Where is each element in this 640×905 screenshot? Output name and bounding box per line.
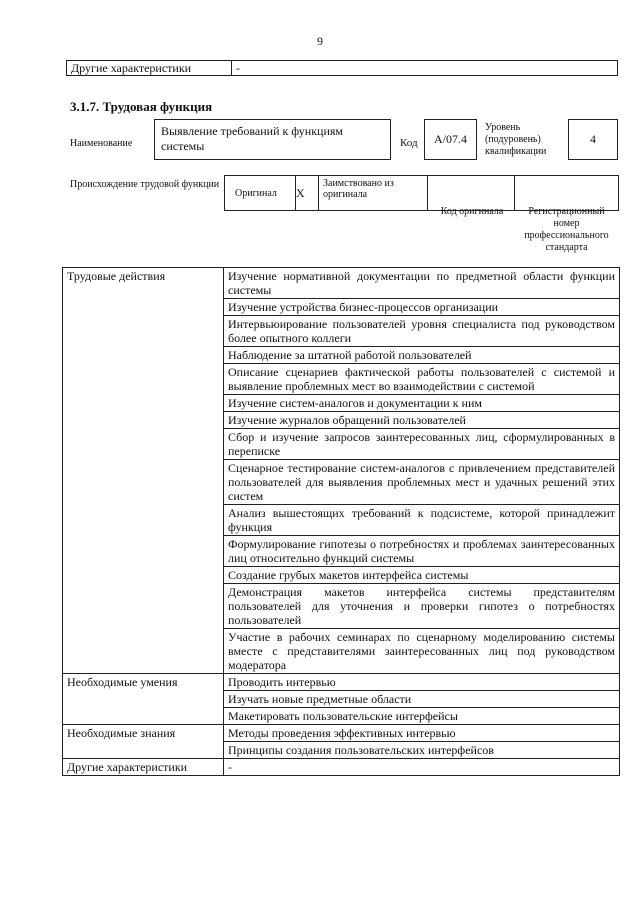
actions-item: Изучение систем-аналогов и документации к ним [224,395,620,412]
actions-item: Сценарное тестирование систем-аналогов с привлечением представителей пользователей для выявления проблемных мест и удачных решений этих систем [224,460,620,505]
code-original-label: Код оригинала [440,206,504,217]
actions-item: Изучение устройства бизнес-процессов организации [224,299,620,316]
skills-item: Проводить интервью [224,674,620,691]
table-row [63,725,620,742]
original-label: Оригинал [225,176,296,211]
actions-item: Описание сценариев фактической работы пользователей с системой и выявление проблемных мест во взаимодействии с системой [224,364,620,395]
skills-item: Макетировать пользовательские интерфейсы [224,708,620,725]
actions-item: Демонстрация макетов интерфейса системы представителям пользователей для уточнения и проверки гипотез о потребностях пользователей [224,584,620,629]
actions-item: Наблюдение за штатной работой пользователей [224,347,620,364]
page-number: 9 [317,34,323,48]
name-value-box: Выявление требований к функциям системы [154,119,391,160]
knowledge-item: Методы проведения эффективных интервью [224,725,620,742]
section-title: 3.1.7. Трудовая функция [70,99,213,114]
actions-item: Изучение нормативной документации по предметной области функции системы [224,268,620,299]
actions-item: Изучение журналов обращений пользователей [224,412,620,429]
name-label: Наименование [70,138,133,149]
actions-item: Сбор и изучение запросов заинтересованных лиц, сформулированных в переписке [224,429,620,460]
actions-item: Формулирование гипотезы о потребностях и проблемах заинтересованных лиц относительно функций системы [224,536,620,567]
borrowed-label: Заимствовано из оригинала [319,176,428,211]
original-mark: X [296,176,319,211]
skills-item: Изучать новые предметные области [224,691,620,708]
actions-label: Трудовые действия [63,268,224,674]
table-row [63,268,620,299]
actions-item: Анализ вышестоящих требований к подсистеме, которой принадлежит функция [224,505,620,536]
top-other-table [66,60,618,76]
knowledge-item: Принципы создания пользовательских интерфейсов [224,742,620,759]
top-other-label: Другие характеристики [67,61,232,76]
actions-item: Создание грубых макетов интерфейса системы [224,567,620,584]
level-value-box: 4 [568,119,618,160]
reg-number-label: Регистрационный номер профессионального стандарта [524,206,609,253]
top-other-value: - [232,61,618,76]
skills-label: Необходимые умения [63,674,224,725]
other-item: - [224,759,620,776]
code-value-box: А/07.4 [424,119,477,160]
table-row [63,759,620,776]
actions-item: Участие в рабочих семинарах по сценарному моделированию системы вместе с представителями заинтересованных лиц под руководством модератора [224,629,620,674]
knowledge-label: Необходимые знания [63,725,224,759]
level-label: Уровень (подуровень) квалификации [485,122,547,157]
code-label: Код [400,137,418,149]
origin-label: Происхождение трудовой функции [70,179,220,190]
other-label: Другие характеристики [63,759,224,776]
table-row [63,674,620,691]
labor-function-table [62,267,620,776]
actions-item: Интервьюирование пользователей уровня специалиста под руководством более опытного коллеги [224,316,620,347]
